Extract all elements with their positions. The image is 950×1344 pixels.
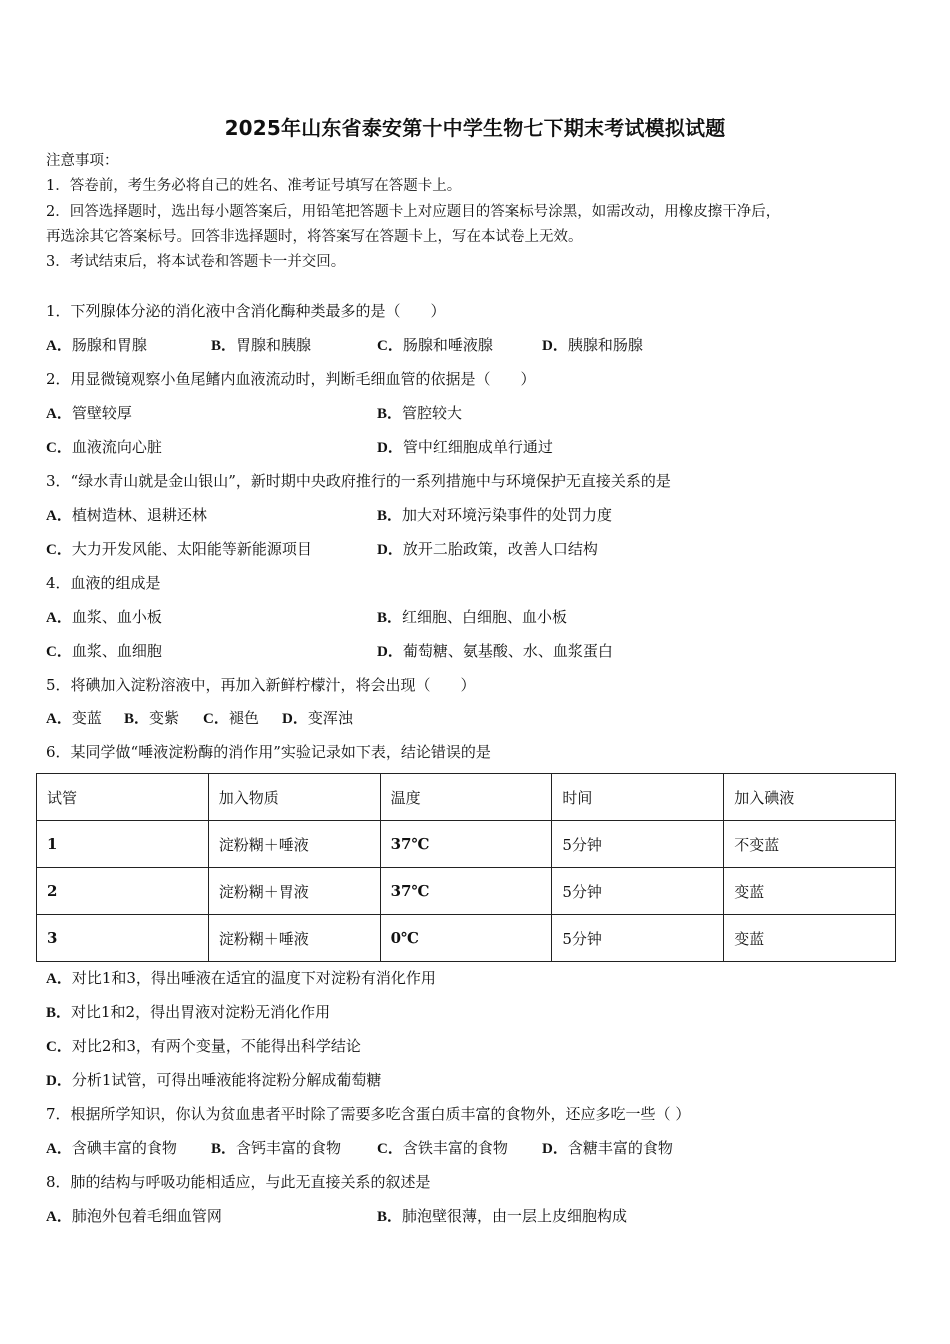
option-label: C． <box>46 440 72 456</box>
option-label: C． <box>46 1039 72 1055</box>
option-text: 大力开发风能、太阳能等新能源项目 <box>71 540 312 558</box>
option-text: 管壁较厚 <box>71 404 132 422</box>
option-text: 对比1和2，得出胃液对淀粉无消化作用 <box>71 1003 331 1021</box>
option-label: C． <box>377 1141 403 1157</box>
question-stem: 4．血液的组成是 <box>46 574 161 592</box>
option-a <box>46 505 207 526</box>
option-text: 变紫 <box>149 709 180 727</box>
table-header-cell: 温度 <box>380 774 552 821</box>
option-text: 对比2和3，有两个变量，不能得出科学结论 <box>71 1037 361 1055</box>
option-label: D． <box>542 338 568 354</box>
option-c <box>203 708 259 729</box>
option-label: B． <box>124 711 150 727</box>
table-header-cell: 加入物质 <box>208 774 380 821</box>
question-stem: 2．用显微镜观察小鱼尾鳍内血液流动时，判断毛细血管的依据是（ ） <box>46 370 536 388</box>
option-c <box>46 1036 361 1057</box>
option-text: 肺泡壁很薄，由一层上皮细胞构成 <box>402 1207 628 1225</box>
option-label: B． <box>211 338 237 354</box>
option-c <box>46 437 162 458</box>
option-c <box>377 335 493 356</box>
option-a <box>46 968 436 989</box>
option-label: B． <box>377 508 403 524</box>
option-label: A． <box>46 711 72 727</box>
option-text: 肠腺和唾液腺 <box>402 336 493 354</box>
option-text: 含碘丰富的食物 <box>71 1139 177 1157</box>
option-text: 植树造林、退耕还林 <box>71 506 207 524</box>
option-label: D． <box>282 711 308 727</box>
option-c <box>46 641 162 662</box>
option-b <box>377 403 462 424</box>
notice-item: 1．答卷前，考生务必将自己的姓名、准考证号填写在答题卡上。 <box>46 178 462 194</box>
option-a <box>46 607 162 628</box>
option-label: A． <box>46 508 72 524</box>
option-label: B． <box>377 1209 403 1225</box>
option-b <box>377 607 567 628</box>
table-cell: 1 <box>37 821 209 868</box>
table-cell: 0℃ <box>380 915 552 962</box>
option-label: A． <box>46 338 72 354</box>
option-label: A． <box>46 971 72 987</box>
table-row <box>37 821 896 868</box>
table-header-row <box>37 774 896 821</box>
option-text: 放开二胎政策，改善人口结构 <box>402 540 598 558</box>
option-text: 加大对环境污染事件的处罚力度 <box>402 506 613 524</box>
notice-item: 3．考试结束后，将本试卷和答题卡一并交回。 <box>46 254 346 270</box>
notice-item: 再选涂其它答案标号。回答非选择题时，将答案写在答题卡上，写在本试卷上无效。 <box>46 229 583 245</box>
option-label: B． <box>211 1141 237 1157</box>
table-cell: 37℃ <box>380 868 552 915</box>
table-cell: 37℃ <box>380 821 552 868</box>
table-cell: 5分钟 <box>552 915 724 962</box>
option-d <box>282 708 353 729</box>
table-cell: 5分钟 <box>552 821 724 868</box>
option-d <box>46 1070 381 1091</box>
option-b <box>46 1002 330 1023</box>
option-text: 变浑浊 <box>307 709 353 727</box>
table-cell: 3 <box>37 915 209 962</box>
option-c <box>377 1138 508 1159</box>
option-b <box>211 1138 341 1159</box>
option-d <box>542 335 643 356</box>
option-a <box>46 1206 222 1227</box>
option-c <box>46 539 312 560</box>
option-label: B． <box>377 406 403 422</box>
option-text: 褪色 <box>228 709 259 727</box>
table-cell: 2 <box>37 868 209 915</box>
table-row <box>37 915 896 962</box>
option-d <box>377 437 553 458</box>
option-text: 血浆、血小板 <box>71 608 162 626</box>
question-stem: 1．下列腺体分泌的消化液中含消化酶种类最多的是（ ） <box>46 302 446 320</box>
option-label: A． <box>46 1141 72 1157</box>
option-text: 肺泡外包着毛细血管网 <box>71 1207 222 1225</box>
option-label: D． <box>377 542 403 558</box>
option-d <box>377 539 598 560</box>
option-b <box>211 335 311 356</box>
option-b <box>377 505 612 526</box>
option-text: 分析1试管，可得出唾液能将淀粉分解成葡萄糖 <box>71 1071 382 1089</box>
option-label: D． <box>377 440 403 456</box>
table-header-cell: 加入碘液 <box>724 774 896 821</box>
table-cell: 淀粉糊＋唾液 <box>208 915 380 962</box>
option-text: 红细胞、白细胞、血小板 <box>402 608 568 626</box>
option-text: 含糖丰富的食物 <box>567 1139 673 1157</box>
table-cell: 变蓝 <box>724 868 896 915</box>
option-text: 血液流向心脏 <box>71 438 162 456</box>
option-label: A． <box>46 406 72 422</box>
option-text: 胃腺和胰腺 <box>236 336 312 354</box>
option-d <box>542 1138 673 1159</box>
option-label: A． <box>46 1209 72 1225</box>
table-cell: 淀粉糊＋胃液 <box>208 868 380 915</box>
option-b <box>124 708 179 729</box>
option-label: D． <box>542 1141 568 1157</box>
question-stem: 7．根据所学知识，你认为贫血患者平时除了需要多吃含蛋白质丰富的食物外，还应多吃一些（ ） <box>46 1105 691 1123</box>
option-d <box>377 641 613 662</box>
option-label: D． <box>46 1073 72 1089</box>
option-text: 含铁丰富的食物 <box>402 1139 508 1157</box>
option-text: 胰腺和肠腺 <box>567 336 643 354</box>
option-label: B． <box>46 1005 72 1021</box>
option-text: 管中红细胞成单行通过 <box>402 438 553 456</box>
option-text: 肠腺和胃腺 <box>71 336 147 354</box>
option-label: A． <box>46 610 72 626</box>
option-a <box>46 1138 177 1159</box>
question-stem: 5．将碘加入淀粉溶液中，再加入新鲜柠檬汁，将会出现（ ） <box>46 676 476 694</box>
question-stem: 8．肺的结构与呼吸功能相适应，与此无直接关系的叙述是 <box>46 1173 431 1191</box>
table-row <box>37 868 896 915</box>
notice-item: 2．回答选择题时，选出每小题答案后，用铅笔把答题卡上对应题目的答案标号涂黑，如需改动，用橡皮擦干净后， <box>46 204 781 220</box>
option-text: 含钙丰富的食物 <box>236 1139 342 1157</box>
option-text: 变蓝 <box>71 709 102 727</box>
page-title: 2025年山东省泰安第十中学生物七下期末考试模拟试题 <box>224 116 726 140</box>
table-cell: 淀粉糊＋唾液 <box>208 821 380 868</box>
experiment-table <box>36 773 896 962</box>
table-header-cell: 时间 <box>552 774 724 821</box>
table-header-cell: 试管 <box>37 774 209 821</box>
table-cell: 不变蓝 <box>724 821 896 868</box>
option-text: 葡萄糖、氨基酸、水、血浆蛋白 <box>402 642 613 660</box>
table-cell: 5分钟 <box>552 868 724 915</box>
option-text: 管腔较大 <box>402 404 463 422</box>
option-text: 对比1和3，得出唾液在适宜的温度下对淀粉有消化作用 <box>71 969 436 987</box>
question-stem: 3．“绿水青山就是金山银山”，新时期中央政府推行的一系列措施中与环境保护无直接关系的是 <box>46 472 671 490</box>
option-a <box>46 403 132 424</box>
table-cell: 变蓝 <box>724 915 896 962</box>
option-text: 血浆、血细胞 <box>71 642 162 660</box>
option-label: B． <box>377 610 403 626</box>
notice-heading: 注意事项： <box>46 153 119 169</box>
option-label: D． <box>377 644 403 660</box>
option-a <box>46 708 102 729</box>
option-label: C． <box>203 711 229 727</box>
option-label: C． <box>377 338 403 354</box>
option-a <box>46 335 147 356</box>
question-stem: 6．某同学做“唾液淀粉酶的消作用”实验记录如下表，结论错误的是 <box>46 743 491 761</box>
option-label: C． <box>46 542 72 558</box>
option-label: C． <box>46 644 72 660</box>
option-b <box>377 1206 627 1227</box>
